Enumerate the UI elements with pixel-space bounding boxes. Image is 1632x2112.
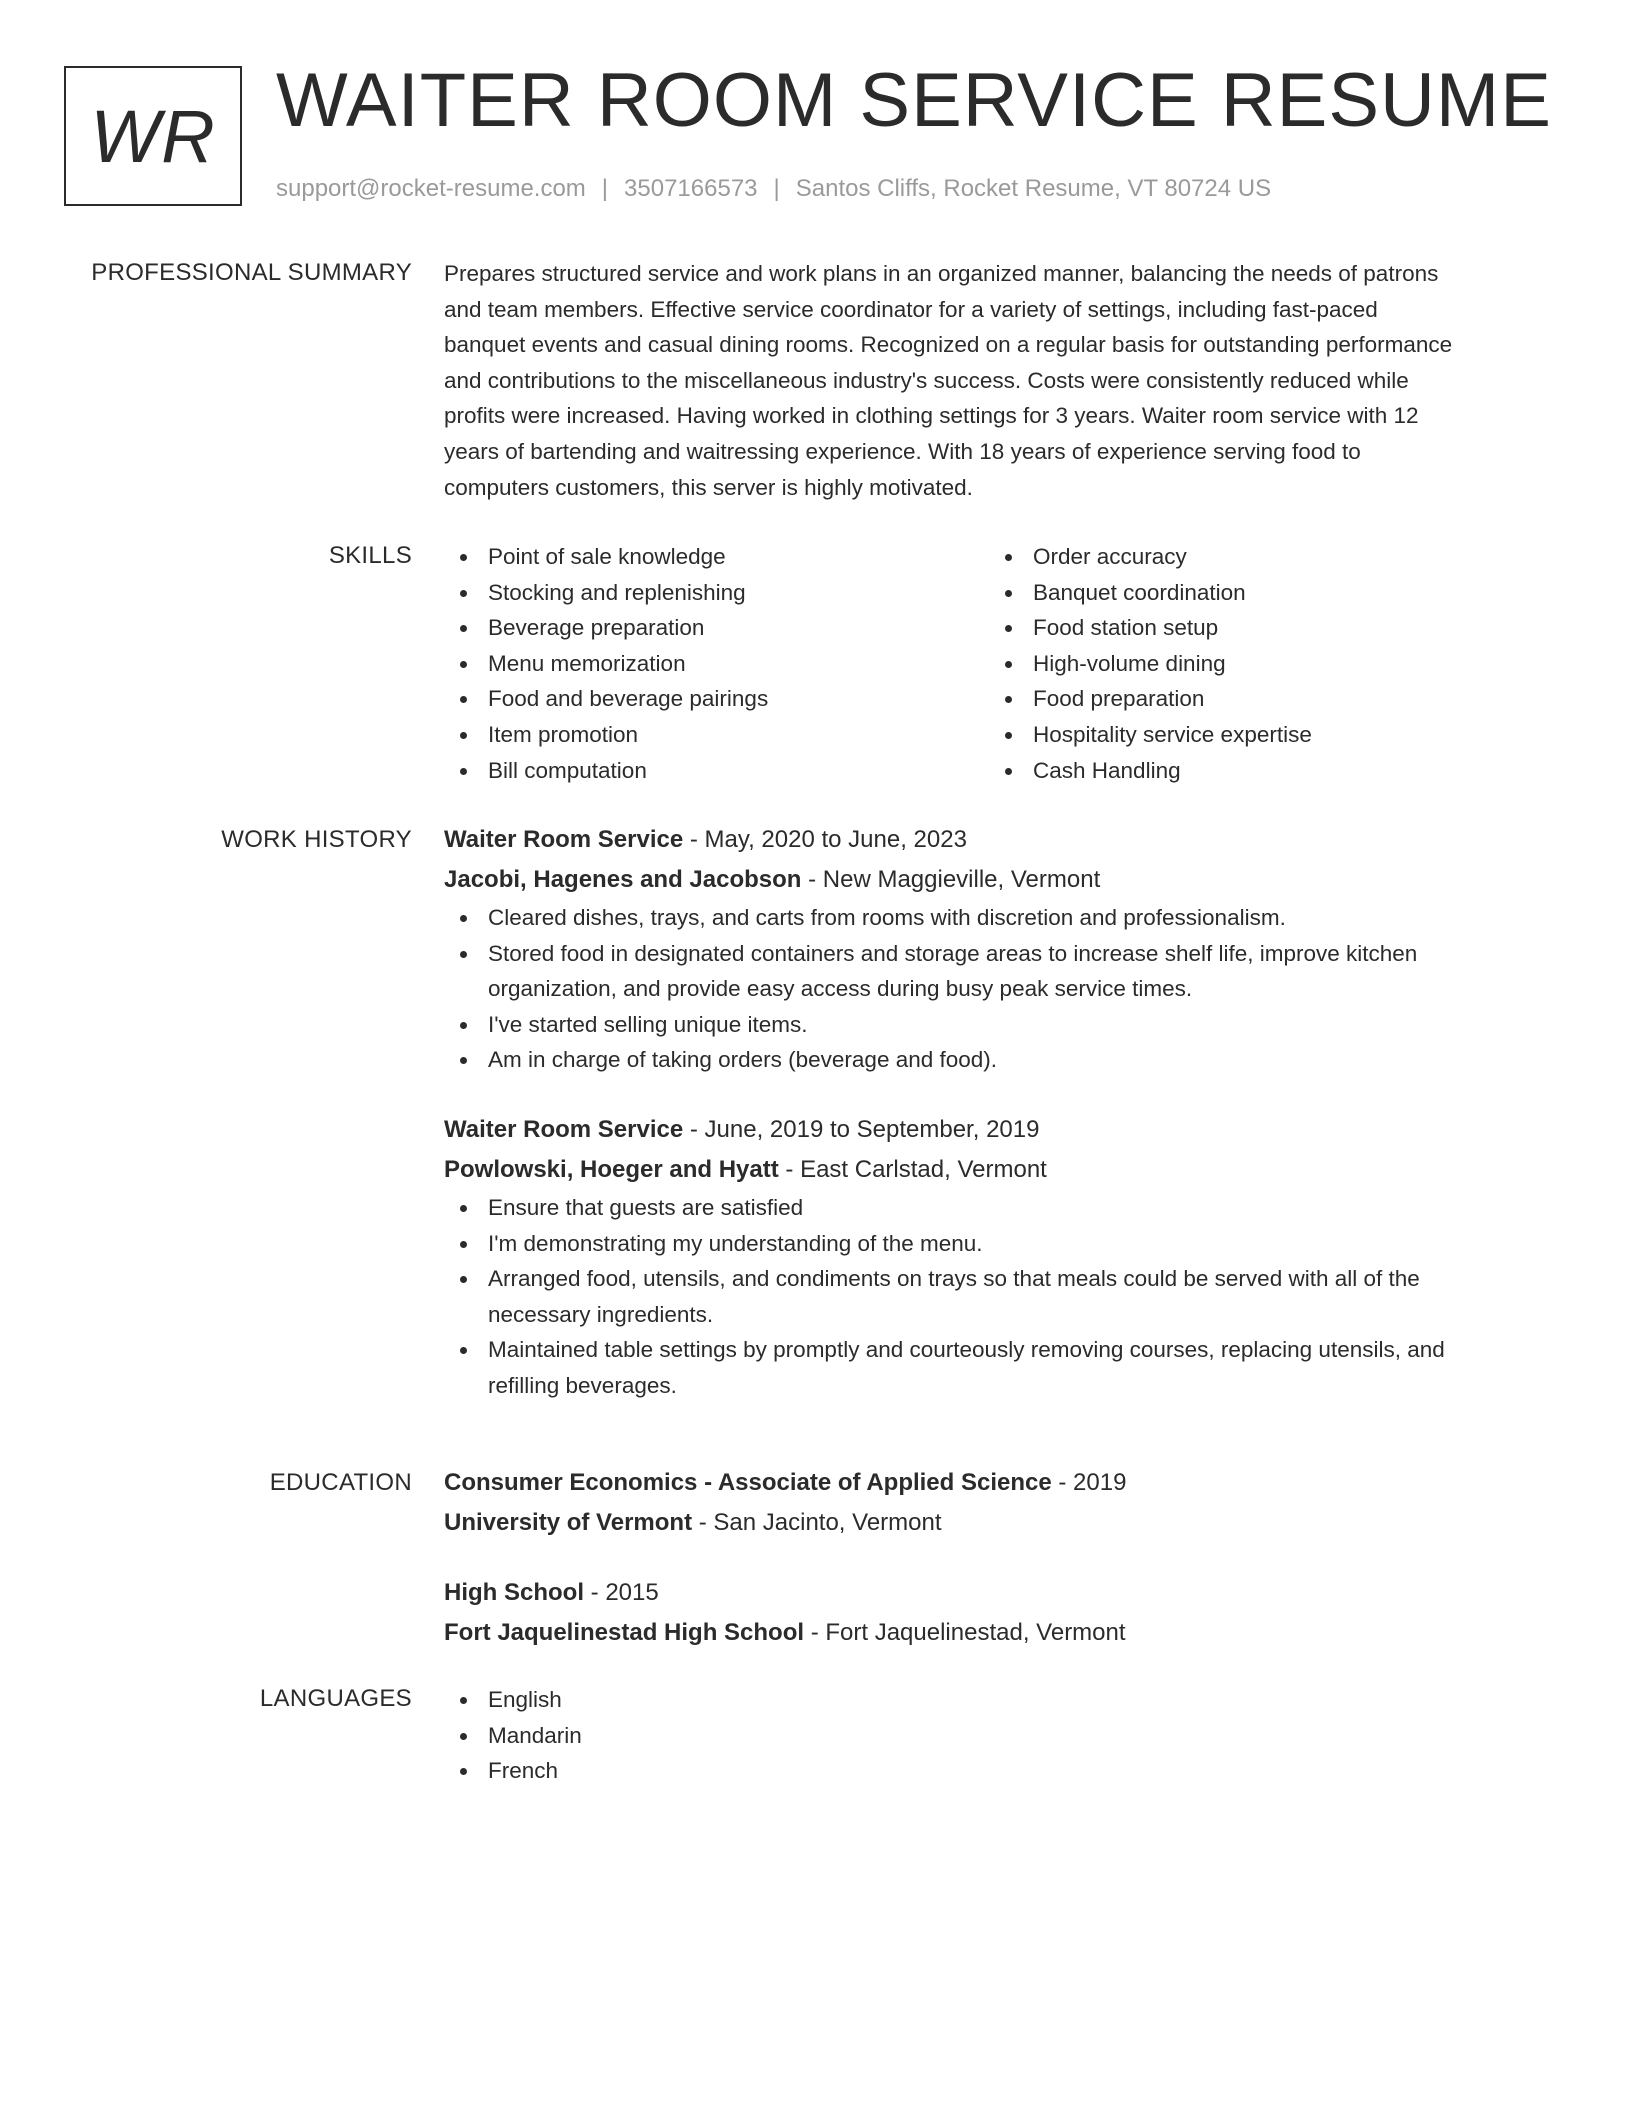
contact-line: [276, 172, 1271, 206]
skill-item: Cash Handling: [989, 753, 1534, 789]
contact-email[interactable]: support@rocket-resume.com: [276, 175, 586, 202]
job-company: Powlowski, Hoeger and Hyatt: [444, 1155, 779, 1183]
edu-school-line: [444, 1503, 1554, 1543]
job-title: Waiter Room Service: [444, 1115, 684, 1143]
job-duty-line: Stored food in designated containers and storage areas to increase shelf life, improve kitchen: [488, 940, 1418, 966]
job-duties: [444, 900, 1554, 1078]
edu-degree: High School: [444, 1579, 584, 1606]
edu-location: - San Jacinto, Vermont: [692, 1509, 942, 1536]
contact-phone[interactable]: 3507166573: [624, 175, 758, 202]
skill-item: Banquet coordination: [989, 575, 1534, 611]
resume-title: WAITER ROOM SERVICE RESUME: [276, 58, 1552, 143]
languages-body: [444, 1682, 1554, 1789]
edu-location: - Fort Jaquelinestad, Vermont: [804, 1619, 1126, 1646]
education-entry: [444, 1463, 1554, 1543]
skill-item: Menu memorization: [444, 646, 989, 682]
work-history-body: [444, 820, 1554, 1436]
skills-grid: [444, 539, 1554, 788]
summary-line: years of bartending and waitressing experience. With 18 years of experience serving food to: [444, 438, 1361, 464]
job-location: - East Carlstad, Vermont: [778, 1155, 1047, 1183]
job-title: Waiter Room Service: [444, 826, 684, 853]
edu-degree-line: [444, 1573, 1554, 1613]
education-entry: [444, 1573, 1554, 1653]
job-company-line: [444, 1150, 1554, 1190]
summary-line: and team members. Effective service coordinator for a variety of settings, including fast-paced: [444, 296, 1378, 322]
job-duty: [444, 936, 1554, 1007]
skill-item: Order accuracy: [989, 539, 1534, 575]
job-duties: [444, 1190, 1554, 1404]
job-duty-line: refilling beverages.: [488, 1372, 677, 1398]
edu-year: - 2015: [584, 1579, 659, 1606]
summary-body: [444, 256, 1554, 505]
summary-line: profits were increased. Having worked in clothing settings for 3 years. Waiter room service with 12: [444, 403, 1419, 429]
job-entry: [444, 820, 1554, 1078]
job-duty-line: necessary ingredients.: [488, 1301, 714, 1327]
skill-item: Stocking and replenishing: [444, 575, 989, 611]
section-label-skills: SKILLS: [328, 542, 412, 569]
section-label-summary: PROFESSIONAL SUMMARY: [91, 259, 412, 286]
skill-item: Bill computation: [444, 753, 989, 789]
edu-school: Fort Jaquelinestad High School: [444, 1619, 805, 1646]
skill-item: High-volume dining: [989, 646, 1534, 682]
contact-separator: |: [773, 175, 780, 202]
job-duty: I'm demonstrating my understanding of the menu.: [444, 1226, 1554, 1262]
language-item: French: [444, 1753, 1554, 1789]
skills-list-left: [444, 539, 989, 788]
section-label-education: EDUCATION: [269, 1469, 412, 1496]
summary-line: and contributions to the miscellaneous industry's success. Costs were consistently reduced while: [444, 367, 1409, 393]
section-label-languages: LANGUAGES: [259, 1685, 412, 1712]
section-label-work-history: WORK HISTORY: [221, 826, 412, 853]
language-item: English: [444, 1682, 1554, 1718]
contact-address: Santos Cliffs, Rocket Resume, VT 80724 US: [795, 175, 1272, 202]
job-dates: - June, 2019 to September, 2019: [683, 1115, 1040, 1143]
edu-school-line: [444, 1613, 1554, 1653]
skill-item: Beverage preparation: [444, 610, 989, 646]
skills-body: [444, 539, 1554, 788]
contact-separator: |: [601, 175, 609, 202]
monogram-initials: WR: [90, 94, 216, 178]
job-entry: [444, 1110, 1554, 1404]
edu-school: University of Vermont: [444, 1509, 693, 1536]
job-company: Jacobi, Hagenes and Jacobson: [444, 866, 802, 893]
skill-item: Food preparation: [989, 681, 1534, 717]
skill-item: Food and beverage pairings: [444, 681, 989, 717]
skill-item: Hospitality service expertise: [989, 717, 1534, 753]
monogram-box: [64, 66, 242, 206]
summary-line: computers customers, this server is highly motivated.: [444, 474, 973, 500]
education-body: [444, 1463, 1554, 1683]
summary-line: Prepares structured service and work plans in an organized manner, balancing the needs of patrons: [444, 261, 1439, 286]
languages-list: [444, 1682, 1554, 1789]
job-duty-line: Arranged food, utensils, and condiments on trays so that meals could be served with all of the: [488, 1266, 1420, 1292]
edu-degree: Consumer Economics - Associate of Applied Science: [444, 1469, 1052, 1496]
job-duty: Ensure that guests are satisfied: [444, 1190, 1554, 1226]
job-duty-line: Maintained table settings by promptly and courteously removing courses, replacing utensils, and: [488, 1337, 1445, 1363]
summary-line: banquet events and casual dining rooms. Recognized on a regular basis for outstanding performance: [444, 332, 1453, 358]
job-location: - New Maggieville, Vermont: [801, 866, 1101, 893]
job-title-line: [444, 1110, 1554, 1150]
edu-degree-line: [444, 1463, 1554, 1503]
job-duty-line: organization, and provide easy access during busy peak service times.: [488, 976, 1193, 1002]
skill-item: Point of sale knowledge: [444, 539, 989, 575]
language-item: Mandarin: [444, 1718, 1554, 1754]
job-duty: [444, 1332, 1554, 1403]
job-duty: Am in charge of taking orders (beverage and food).: [444, 1042, 1554, 1078]
job-dates: - May, 2020 to June, 2023: [683, 826, 967, 853]
job-duty: I've started selling unique items.: [444, 1007, 1554, 1043]
skill-item: Food station setup: [989, 610, 1534, 646]
job-company-line: [444, 860, 1554, 900]
edu-year: - 2019: [1051, 1469, 1127, 1496]
job-duty: [444, 1261, 1554, 1332]
job-duty: Cleared dishes, trays, and carts from rooms with discretion and professionalism.: [444, 900, 1554, 936]
skill-item: Item promotion: [444, 717, 989, 753]
job-title-line: [444, 820, 1554, 860]
skills-list-right: [989, 539, 1534, 788]
